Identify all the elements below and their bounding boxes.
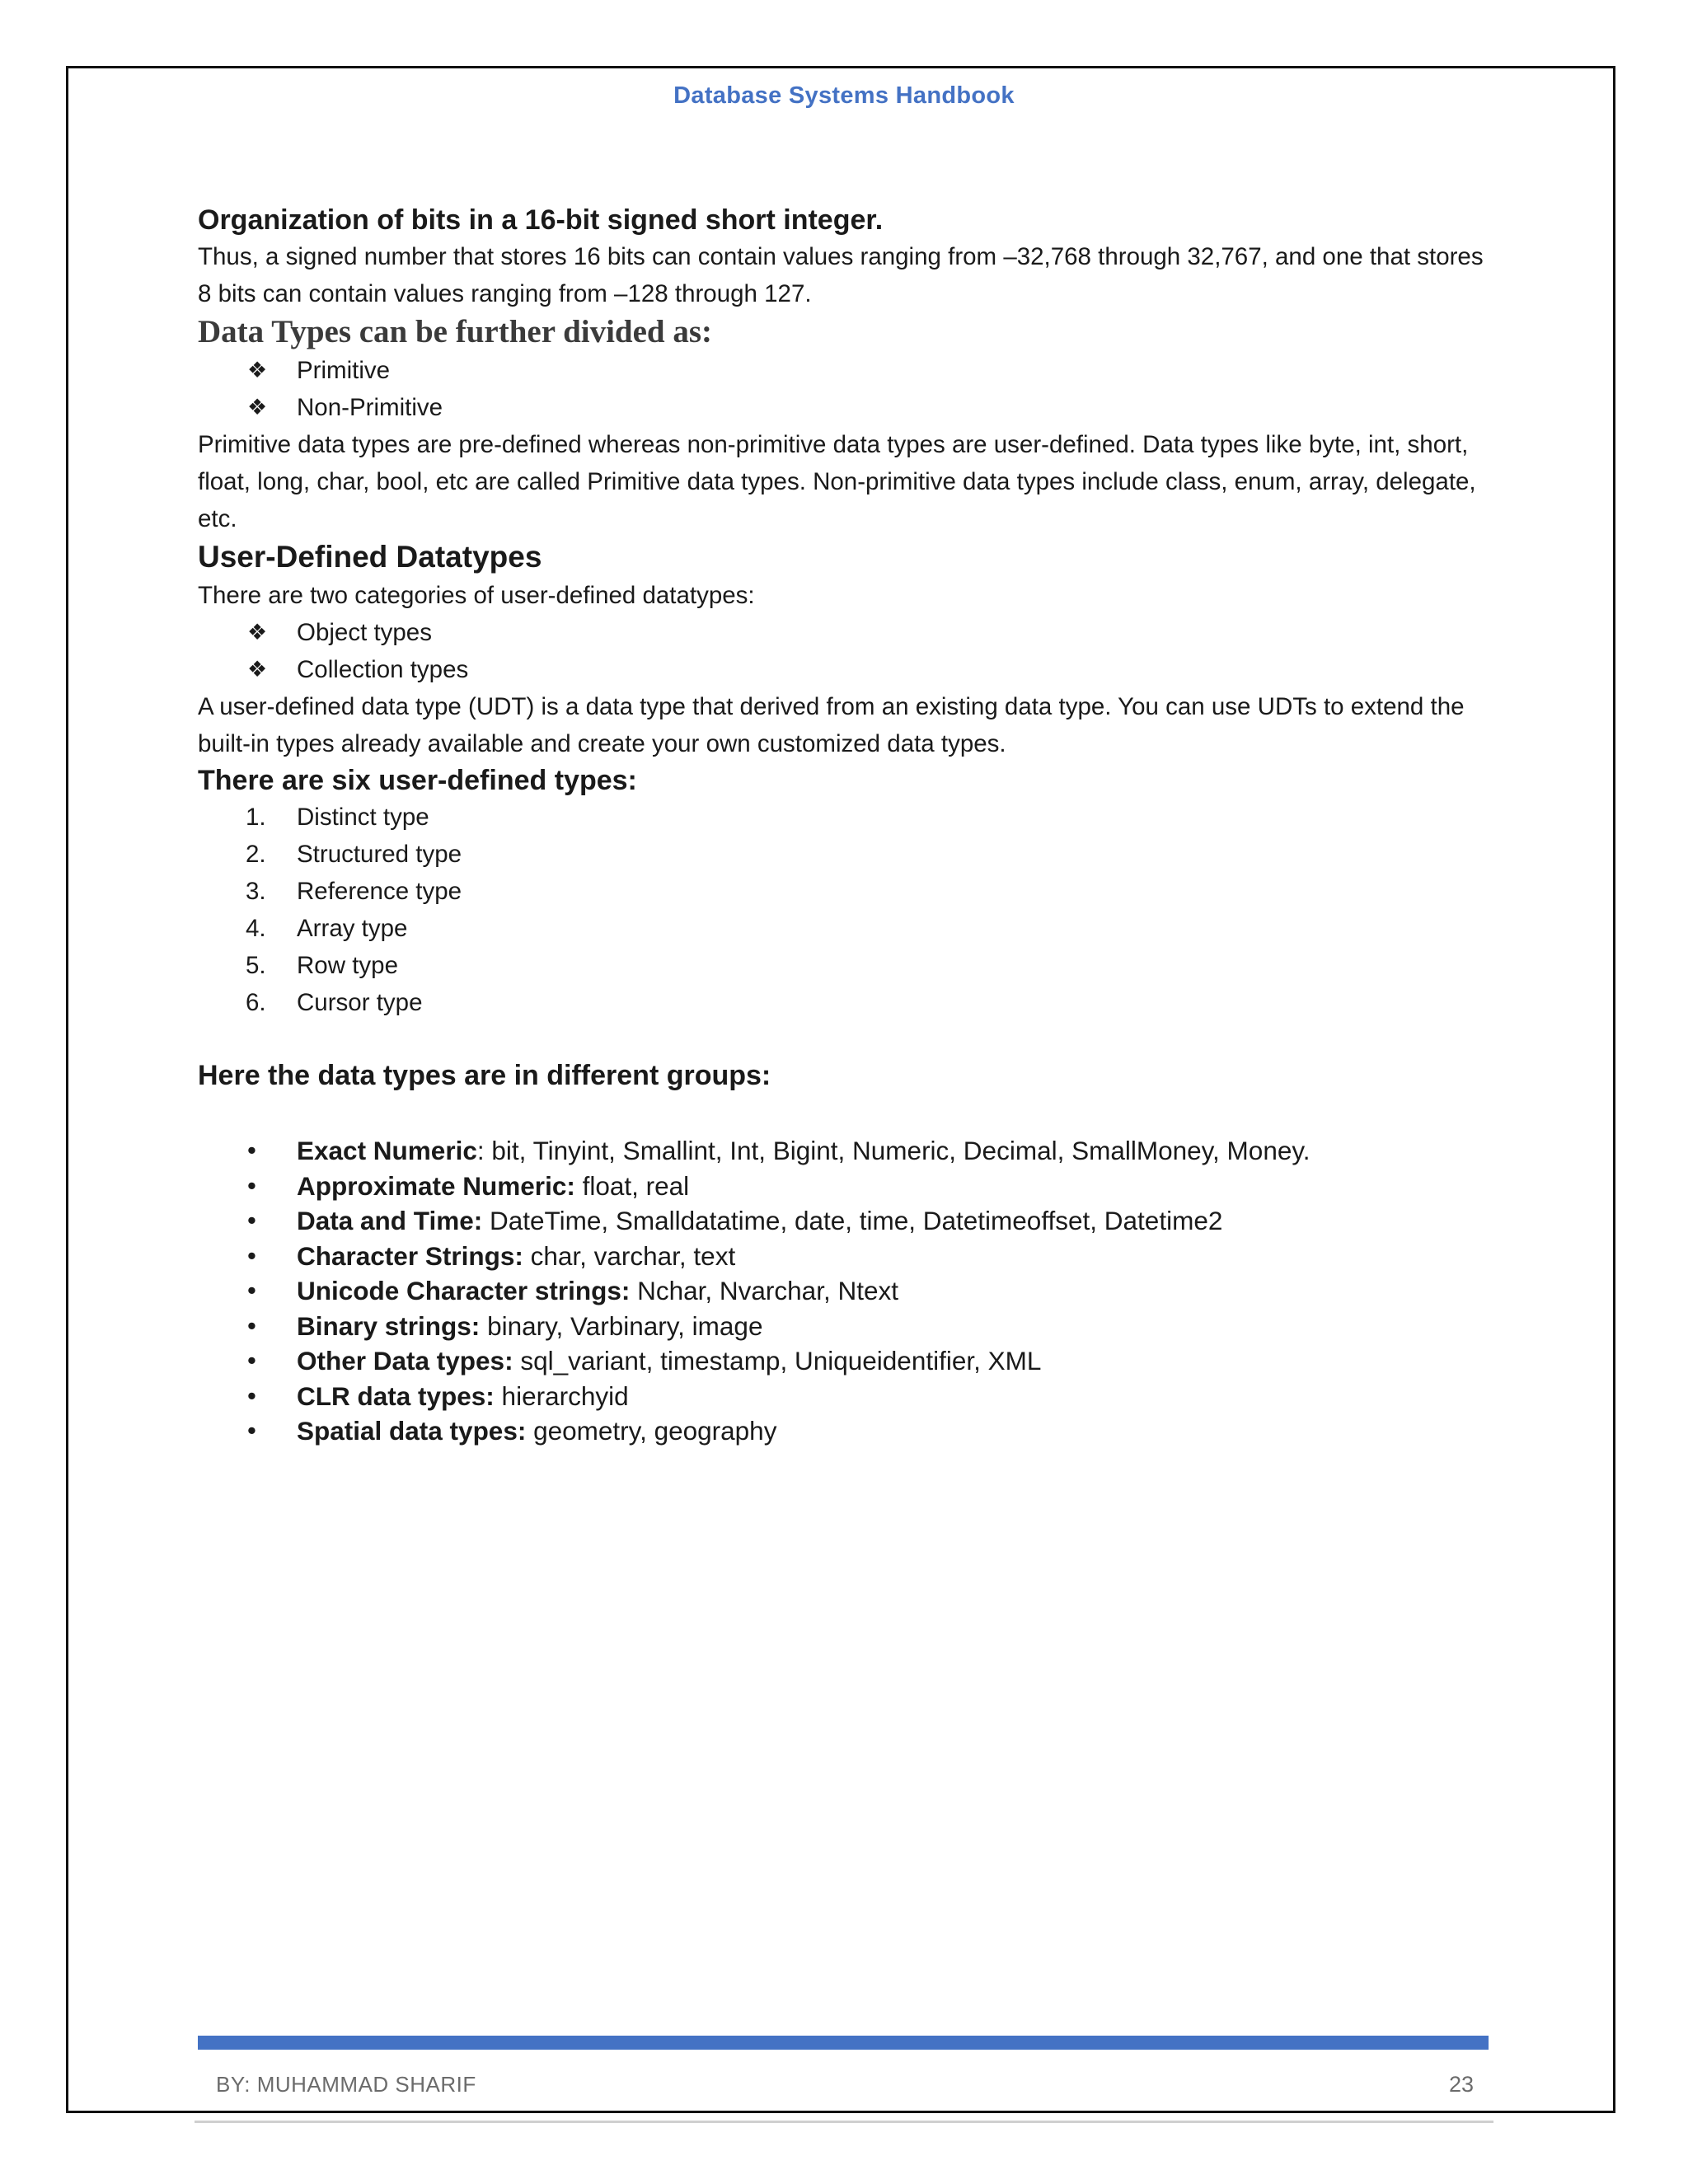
list-item: • Data and Time: DateTime, Smalldatatime, date, time, Datetimeoffset, Datetime2 <box>198 1203 1500 1239</box>
diamond-bullet-icon: ❖ <box>247 657 268 682</box>
diamond-bullet-icon: ❖ <box>247 620 268 644</box>
page-content <box>198 202 1500 1449</box>
list-item: 4. Array type <box>246 915 408 942</box>
bullet-icon: • <box>247 1240 256 1270</box>
list-item: ❖ Object types <box>198 614 1500 651</box>
list-item: • Exact Numeric: bit, Tinyint, Smallint, Int, Bigint, Numeric, Decimal, SmallMoney, Money. <box>198 1133 1500 1169</box>
list-item: • Approximate Numeric: float, real <box>198 1169 1500 1204</box>
section-heading-groups: Here the data types are in different groups: <box>198 1060 771 1091</box>
page-number: 23 <box>1448 2072 1474 2097</box>
list-item: • Unicode Character strings: Nchar, Nvarchar, Ntext <box>198 1273 1500 1309</box>
running-header: Database Systems Handbook <box>673 82 1015 109</box>
footer-author: BY: MUHAMMAD SHARIF <box>216 2072 476 2097</box>
bullet-icon: • <box>247 1310 256 1340</box>
list-item: 6. Cursor type <box>246 989 423 1016</box>
list-item: • Other Data types: sql_variant, timestamp, Uniqueidentifier, XML <box>198 1343 1500 1379</box>
bullet-icon: • <box>247 1206 256 1235</box>
list-item: • CLR data types: hierarchyid <box>198 1379 1500 1414</box>
list-item: • Spatial data types: geometry, geography <box>198 1413 1500 1449</box>
paragraph-primitive: Primitive data types are pre-defined whereas non-primitive data types are user-defined. Data types like byte, int, short, float, long, char, bool, etc are called Primitive data types. Non-primitive data types include class, enum, array, delegate, etc. <box>198 431 1476 532</box>
footer-rule <box>198 2036 1489 2050</box>
section-heading-bits: Organization of bits in a 16-bit signed short integer. <box>198 204 884 236</box>
paragraph-udt-intro: There are two categories of user-defined datatypes: <box>198 582 755 609</box>
list-item: 2. Structured type <box>246 841 462 868</box>
six-types-list <box>198 799 1500 1021</box>
paragraph-signed-range: Thus, a signed number that stores 16 bits can contain values ranging from –32,768 through 32,767, and one that stores 8 bits can contain values ranging from –128 through 127. <box>198 243 1484 307</box>
primitive-list <box>198 352 1500 426</box>
list-item: 5. Row type <box>246 952 398 979</box>
list-item: 1. Distinct type <box>246 804 429 831</box>
bullet-icon: • <box>247 1170 256 1200</box>
diamond-bullet-icon: ❖ <box>247 358 268 382</box>
list-item: • Character Strings: char, varchar, text <box>198 1239 1500 1274</box>
diamond-bullet-icon: ❖ <box>247 395 268 419</box>
data-type-groups-list <box>198 1133 1500 1449</box>
udt-category-list <box>198 614 1500 688</box>
paragraph-udt: A user-defined data type (UDT) is a data type that derived from an existing data type. You can use UDTs to extend the built-in types already available and create your own customized data types. <box>198 693 1465 757</box>
section-heading-six-types: There are six user-defined types: <box>198 765 637 796</box>
list-item: • Binary strings: binary, Varbinary, image <box>198 1309 1500 1344</box>
bullet-icon: • <box>247 1380 256 1410</box>
list-item: ❖ Non-Primitive <box>198 389 1500 426</box>
list-item: ❖ Collection types <box>198 651 1500 688</box>
bullet-icon: • <box>247 1136 256 1165</box>
bottom-divider <box>195 2121 1493 2123</box>
bullet-icon: • <box>247 1346 256 1375</box>
bullet-icon: • <box>247 1276 256 1305</box>
list-item: 3. Reference type <box>246 878 462 905</box>
list-item: ❖ Primitive <box>198 352 1500 389</box>
bullet-icon: • <box>247 1416 256 1445</box>
section-heading-data-types: Data Types can be further divided as: <box>198 314 713 349</box>
section-heading-udt: User-Defined Datatypes <box>198 540 542 574</box>
